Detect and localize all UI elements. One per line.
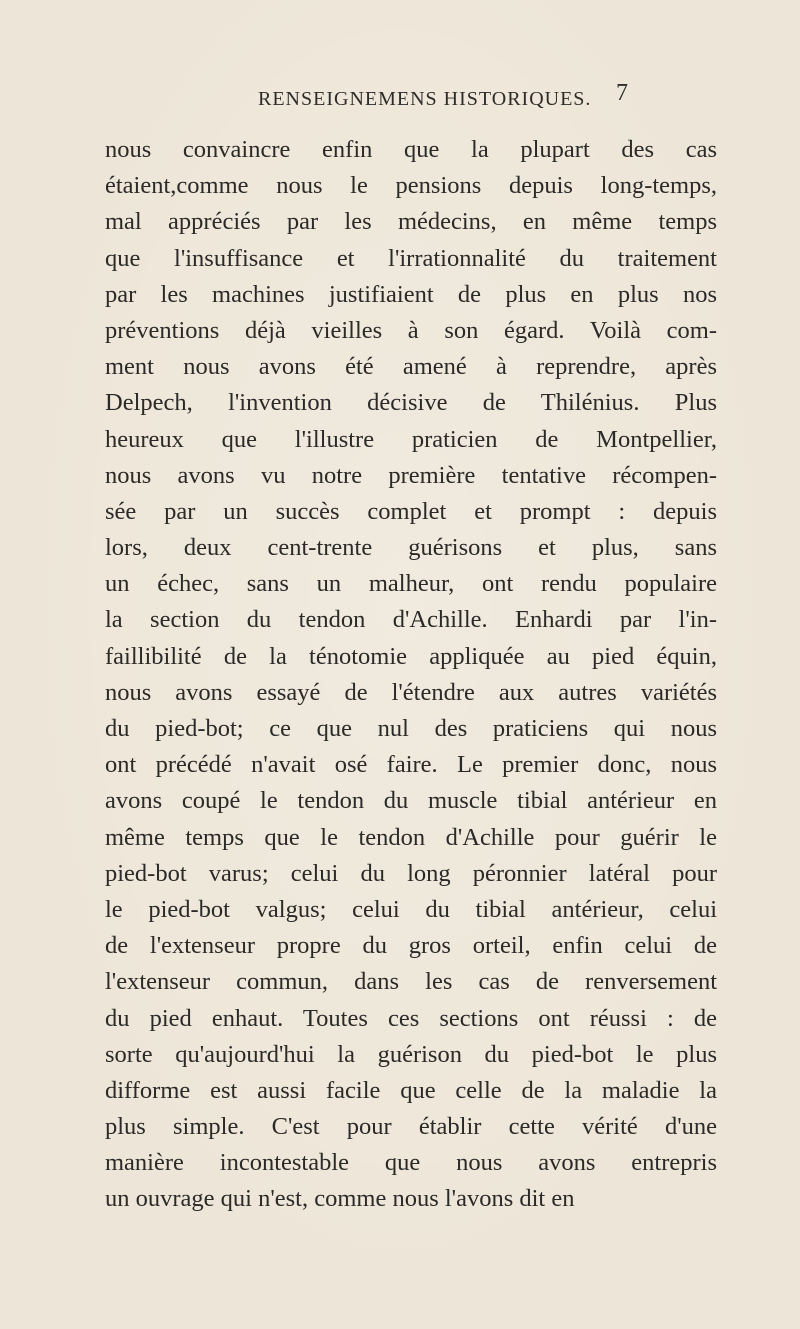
text-line: un ouvrage qui n'est, comme nous l'avons dit en [105, 1185, 575, 1213]
text-line: ment nous avons été amené à reprendre, après [105, 353, 717, 381]
text-line: lors, deux cent-trente guérisons et plus, sans [105, 534, 717, 562]
text-line: nous convaincre enfin que la plupart des cas [105, 136, 717, 163]
text-line: que l'insuffisance et l'irrationnalité du traitement [105, 244, 717, 272]
text-line: manière incontestable que nous avons entrepris [105, 1149, 717, 1177]
text-line: du pied enhaut. Toutes ces sections ont réussi : de [105, 1004, 717, 1032]
body-text [105, 132, 717, 1218]
text-line: la section du tendon d'Achille. Enhardi par l'in- [105, 606, 717, 634]
text-line: nous avons essayé de l'étendre aux autres variétés [105, 678, 717, 706]
text-line: de l'extenseur propre du gros orteil, enfin celui de [105, 932, 717, 960]
text-line: Delpech, l'invention décisive de Thilénius. Plus [105, 389, 717, 417]
text-line: heureux que l'illustre praticien de Montpellier, [105, 425, 717, 453]
text-line: l'extenseur commun, dans les cas de renversement [105, 968, 717, 996]
text-line: étaient,comme nous le pensions depuis long-temps, [105, 172, 717, 200]
text-line: même temps que le tendon d'Achille pour guérir le [105, 823, 717, 851]
text-line: plus simple. C'est pour établir cette vérité d'une [105, 1113, 717, 1141]
page-header [258, 80, 628, 114]
text-line: sorte qu'aujourd'hui la guérison du pied-bot le plus [105, 1040, 717, 1068]
text-line: difforme est aussi facile que celle de la maladie la [105, 1076, 717, 1104]
text-line: le pied-bot valgus; celui du tibial antérieur, celui [105, 895, 717, 923]
text-line: du pied-bot; ce que nul des praticiens qui nous [105, 715, 717, 742]
text-line: nous avons vu notre première tentative récompen- [105, 461, 717, 489]
text-line: pied-bot varus; celui du long péronnier latéral pour [105, 859, 717, 887]
text-line: préventions déjà vieilles à son égard. Voilà com- [105, 316, 717, 344]
text-line: sée par un succès complet et prompt : depuis [105, 497, 717, 525]
text-line: ont précédé n'avait osé faire. Le premier donc, nous [105, 751, 717, 779]
text-line: faillibilité de la ténotomie appliquée au pied équin, [105, 642, 717, 670]
running-head: RENSEIGNEMENS HISTORIQUES. [258, 88, 592, 110]
text-line: avons coupé le tendon du muscle tibial antérieur en [105, 787, 717, 815]
page-number: 7 [616, 80, 628, 106]
text-line: mal appréciés par les médecins, en même temps [105, 208, 717, 236]
text-line: un échec, sans un malheur, ont rendu populaire [105, 570, 717, 598]
text-line: par les machines justifiaient de plus en plus nos [105, 280, 717, 308]
